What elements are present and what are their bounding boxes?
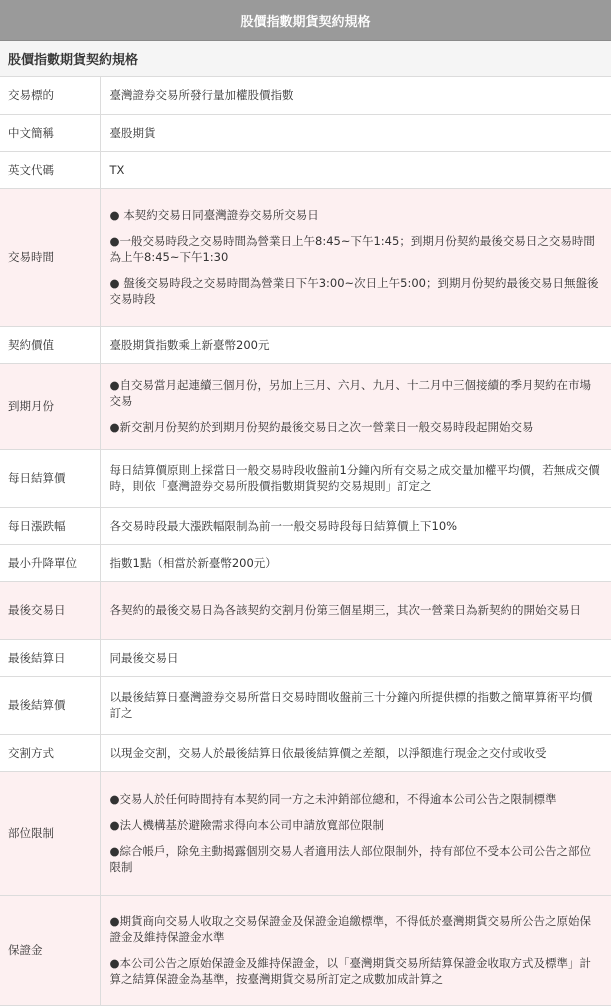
spec-row-label: 中文簡稱 <box>0 114 100 151</box>
spec-row-value <box>100 326 611 363</box>
spec-value-line: 以現金交割，交易人於最後結算日依最後結算價之差額，以淨額進行現金之交付或收受 <box>109 745 547 760</box>
section-header <box>0 41 611 77</box>
spec-row-label: 最小升降單位 <box>0 544 100 581</box>
spec-row <box>0 544 611 581</box>
spec-value-line: TX <box>109 162 125 177</box>
spec-value-line: ●交易人於任何時間持有本契約同一方之未沖銷部位總和，不得逾本公司公告之限制標準 <box>109 792 557 806</box>
spec-row-label: 契約價值 <box>0 326 100 363</box>
spec-value-line: ●一般交易時段之交易時間為營業日上午8:45~下午1:45；到期月份契約最後交易日之交易時間為上午8:45~下午1:30 <box>109 234 595 264</box>
spec-value-line: 臺灣證券交易所發行量加權股價指數 <box>109 88 294 103</box>
spec-value-line: ●綜合帳戶，除免主動揭露個別交易人者適用法人部位限制外，持有部位不受本公司公告之部位限制 <box>109 844 592 874</box>
spec-value-line: ●新交割月份契約於到期月份契約最後交易日之次一營業日一般交易時段起開始交易 <box>109 420 534 434</box>
spec-row-value <box>100 639 611 676</box>
spec-row-label: 交易標的 <box>0 77 100 114</box>
spec-value-line: 同最後交易日 <box>109 650 179 665</box>
spec-row-label: 最後交易日 <box>0 581 100 639</box>
spec-row <box>0 114 611 151</box>
spec-row-label: 每日結算價 <box>0 449 100 507</box>
spec-value-line: ●本公司公告之原始保證金及維持保證金，以「臺灣期貨交易所結算保證金收取方式及標準」計算之結算保證金為基準，按臺灣期貨交易所訂定之成數加成計算之 <box>109 956 592 986</box>
spec-row-label: 英文代碼 <box>0 151 100 188</box>
spec-row <box>0 639 611 676</box>
spec-row-value <box>100 77 611 114</box>
spec-row-label: 交易時間 <box>0 188 100 326</box>
top-header <box>0 0 611 41</box>
spec-row <box>0 326 611 363</box>
spec-value-line: ●期貨商向交易人收取之交易保證金及保證金追繳標準，不得低於臺灣期貨交易所公告之原始保證金及維持保證金水準 <box>109 914 592 944</box>
spec-row-value <box>100 114 611 151</box>
spec-table <box>0 77 611 1006</box>
spec-row <box>0 151 611 188</box>
spec-row <box>0 771 611 895</box>
spec-row-value <box>100 581 611 639</box>
spec-value-line: ● 本契約交易日同臺灣證券交易所交易日 <box>109 208 319 222</box>
spec-row-value <box>100 771 611 895</box>
spec-row-value <box>100 449 611 507</box>
spec-row-value <box>100 544 611 581</box>
spec-row <box>0 895 611 1005</box>
spec-row <box>0 581 611 639</box>
spec-row <box>0 676 611 734</box>
spec-row-label: 保證金 <box>0 895 100 1005</box>
top-header-title: 股價指數期貨契約規格 <box>240 14 371 30</box>
spec-row-label: 部位限制 <box>0 771 100 895</box>
spec-value-line: 各交易時段最大漲跌幅限制為前一一般交易時段每日結算價上下10% <box>109 518 458 533</box>
spec-value-line: 臺股期貨指數乘上新臺幣200元 <box>109 337 270 352</box>
spec-value-line: 以最後結算日臺灣證券交易所當日交易時間收盤前三十分鐘內所提供標的指數之簡單算術平均價訂之 <box>109 690 593 720</box>
spec-value-line: 臺股期貨 <box>109 125 156 140</box>
section-title: 股價指數期貨契約規格 <box>8 53 139 68</box>
spec-row-label: 最後結算價 <box>0 676 100 734</box>
spec-row <box>0 77 611 114</box>
spec-row-value <box>100 676 611 734</box>
spec-row <box>0 363 611 449</box>
spec-row-value <box>100 188 611 326</box>
spec-row <box>0 734 611 771</box>
spec-value-line: ● 盤後交易時段之交易時間為營業日下午3:00~次日上午5:00；到期月份契約最後交易日無盤後交易時段 <box>109 276 599 306</box>
spec-row-label: 最後結算日 <box>0 639 100 676</box>
spec-value-line: ●自交易當月起連續三個月份，另加上三月、六月、九月、十二月中三個接續的季月契約在市場交易 <box>109 378 592 408</box>
spec-row-value <box>100 734 611 771</box>
spec-row-value <box>100 151 611 188</box>
spec-row <box>0 188 611 326</box>
spec-value-line: ●法人機構基於避險需求得向本公司申請放寬部位限制 <box>109 818 385 832</box>
spec-row-value <box>100 507 611 544</box>
spec-row-label: 交割方式 <box>0 734 100 771</box>
spec-row <box>0 507 611 544</box>
spec-row <box>0 449 611 507</box>
spec-row-value <box>100 895 611 1005</box>
spec-value-line: 指數1點（相當於新臺幣200元） <box>109 555 277 570</box>
spec-row-label: 到期月份 <box>0 363 100 449</box>
spec-row-value <box>100 363 611 449</box>
spec-table-body <box>0 77 611 1005</box>
spec-row-label: 每日漲跌幅 <box>0 507 100 544</box>
spec-value-line: 各契約的最後交易日為各該契約交割月份第三個星期三，其次一營業日為新契約的開始交易日 <box>109 603 581 617</box>
spec-value-line: 每日結算價原則上採當日一般交易時段收盤前1分鐘內所有交易之成交量加權平均價，若無成交價時，則依「臺灣證券交易所股價指數期貨契約交易規則」訂定之 <box>109 463 600 493</box>
